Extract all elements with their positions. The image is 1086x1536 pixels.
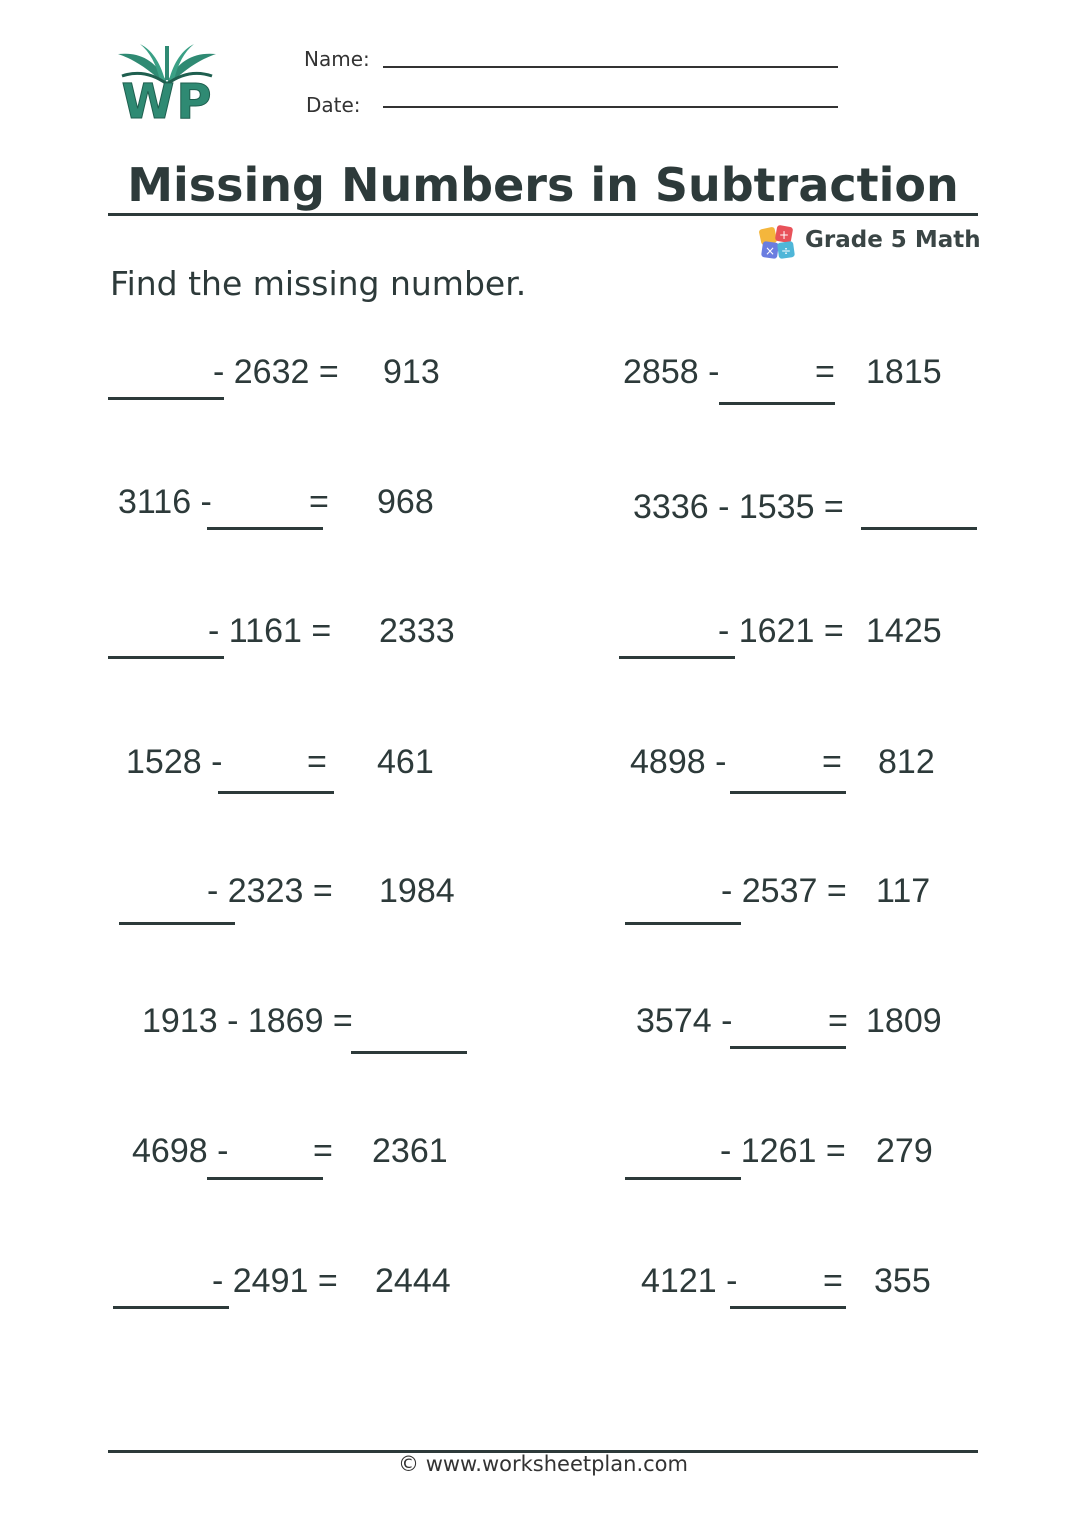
problem-expression: 4121 - [641,1262,738,1300]
equals-sign: = [823,1262,843,1300]
problem-result: 812 [878,743,935,781]
problem-expression: 4898 - [630,743,727,781]
instruction: Find the missing number. [110,264,527,303]
answer-blank[interactable] [861,527,977,530]
answer-blank[interactable] [730,1046,846,1049]
grade-label: Grade 5 Math [805,227,981,253]
answer-blank[interactable] [719,402,835,405]
grade-cards-icon [758,224,798,262]
problem-expression: 3116 - [118,483,212,521]
problem-result: 968 [377,483,434,521]
copyright-icon: © [398,1452,419,1476]
problem-result: 279 [876,1132,933,1170]
page-title: Missing Numbers in Subtraction [127,158,959,212]
problem-expression: - 2323 = [207,872,333,910]
problem-expression: - 1161 = [208,612,332,650]
problem-result: 1815 [866,353,942,391]
problem-expression: 2858 - [623,353,720,391]
problem-result: 355 [874,1262,931,1300]
answer-blank[interactable] [108,397,224,400]
problem-expression: 1913 - 1869 = [142,1002,353,1040]
problem-result: 1809 [866,1002,942,1040]
problem-result: 2361 [372,1132,448,1170]
worksheetplan-logo [110,40,225,135]
answer-blank[interactable] [351,1051,467,1054]
answer-blank[interactable] [207,1177,323,1180]
equals-sign: = [307,743,327,781]
problem-expression: 3574 - [636,1002,733,1040]
answer-blank[interactable] [730,791,846,794]
equals-sign: = [313,1132,333,1170]
equals-sign: = [822,743,842,781]
footer-url[interactable]: www.worksheetplan.com [425,1452,688,1476]
title-divider [108,213,978,216]
footer [0,1452,1086,1476]
svg-text:×: × [764,244,776,258]
svg-text:+: + [778,228,790,242]
problem-expression: - 1261 = [720,1132,846,1170]
problem-expression: 3336 - 1535 = [633,488,844,526]
answer-blank[interactable] [730,1306,846,1309]
problem-result: 1425 [866,612,942,650]
answer-blank[interactable] [625,922,741,925]
problem-result: 913 [383,353,440,391]
name-label: Name: [304,47,370,71]
problem-result: 1984 [379,872,455,910]
problem-expression: - 2537 = [721,872,847,910]
problem-expression: - 2491 = [212,1262,338,1300]
problem-expression: 1528 - [126,743,223,781]
equals-sign: = [309,483,329,521]
problem-expression: 4698 - [132,1132,229,1170]
answer-blank[interactable] [113,1306,229,1309]
svg-text:÷: ÷ [780,244,792,258]
logo-text: WP [121,74,214,130]
date-label: Date: [306,93,361,117]
answer-blank[interactable] [207,527,323,530]
problem-result: 2333 [379,612,455,650]
answer-blank[interactable] [625,1177,741,1180]
date-field[interactable] [383,106,838,108]
problem-expression: - 2632 = [213,353,339,391]
equals-sign: = [828,1002,848,1040]
problem-result: 117 [876,872,931,910]
problem-expression: - 1621 = [718,612,844,650]
problem-result: 461 [377,743,434,781]
answer-blank[interactable] [619,656,735,659]
answer-blank[interactable] [218,791,334,794]
answer-blank[interactable] [108,656,224,659]
problem-result: 2444 [375,1262,451,1300]
equals-sign: = [815,353,835,391]
answer-blank[interactable] [119,922,235,925]
name-field[interactable] [383,66,838,68]
